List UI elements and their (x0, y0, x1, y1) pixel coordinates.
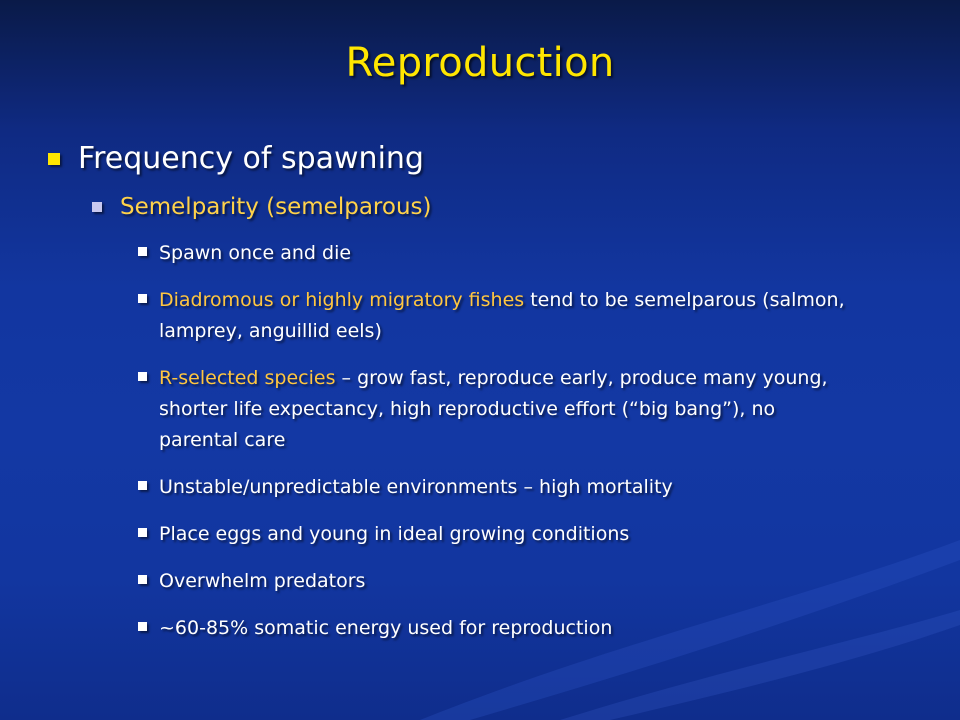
bullet-text: Spawn once and die (159, 242, 352, 264)
bullet-text: Overwhelm predators (159, 570, 366, 592)
subheading-semelparity: Semelparity (semelparous) (120, 194, 432, 220)
bullet-overwhelm (138, 566, 928, 597)
square-bullet-icon (138, 294, 147, 303)
bullet-text-rest: tend to be semelparous (salmon, lamprey, anguillid eels) (159, 289, 845, 342)
bullet-unstable (138, 472, 928, 503)
square-bullet-icon (138, 575, 147, 584)
bullet-text (159, 285, 849, 347)
bullet-text (159, 363, 849, 456)
bullet-text: Unstable/unpredictable environments – high mortality (159, 476, 673, 498)
bullet-level1 (48, 140, 928, 178)
bullet-rselected (138, 363, 928, 456)
highlight-term: Diadromous or highly migratory fishes (159, 289, 525, 311)
square-bullet-icon (138, 247, 147, 256)
bullet-energy (138, 613, 928, 644)
square-bullet-icon (138, 372, 147, 381)
bullet-level2 (92, 192, 928, 222)
bullet-diadromous (138, 285, 928, 347)
highlight-term: R-selected species (159, 367, 336, 389)
slide-title: Reproduction (345, 40, 615, 86)
bullet-text-rest: – grow fast, reproduce early, produce many young, shorter life expectancy, high reproductive effort (“big bang”), no parental care (159, 367, 828, 451)
bullet-place-eggs (138, 519, 928, 550)
bullet-spawn (138, 238, 928, 269)
square-bullet-icon (92, 202, 102, 212)
bullet-list (48, 140, 928, 660)
square-bullet-icon (48, 153, 60, 165)
bullet-text: ~60-85% somatic energy used for reproduction (159, 617, 613, 639)
heading-frequency: Frequency of spawning (78, 141, 424, 176)
square-bullet-icon (138, 622, 147, 631)
bullet-text: Place eggs and young in ideal growing conditions (159, 523, 630, 545)
square-bullet-icon (138, 528, 147, 537)
square-bullet-icon (138, 481, 147, 490)
